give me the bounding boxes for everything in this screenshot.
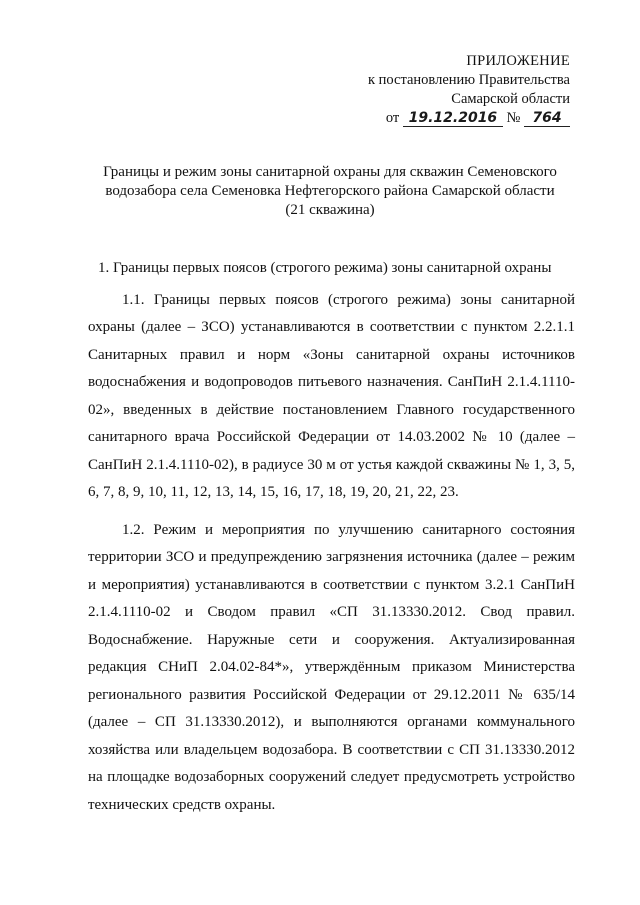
handwritten-number: 764 xyxy=(524,110,570,127)
appendix-date-number-line xyxy=(330,109,570,128)
paragraph-1-2: 1.2. Режим и мероприятия по улучшению санитарного состояния территории ЗСО и предупреждению загрязнения источника (далее – режим и мероприятия) устанавливаются в соответствии с пунктом 3.2.1 СанПиН 2.1.4.1110-02 и Сводом правил «СП 31.13330.2012. Свод правил. Водоснабжение. Наружные сети и сооружения. Актуализированная редакция СНиП 2.04.02-84*», утверждённым приказом Министерства регионального развития Российской Федерации от 29.12.2011 № 635/14 (далее – СП 31.13330.2012), и выполняются органами коммунального хозяйства или владельцем водозабора. В соответствии с СП 31.13330.2012 на площадке водозаборных сооружений следует предусмотреть устройство технических средств охраны. xyxy=(88,521,575,813)
appendix-heading: ПРИЛОЖЕНИЕ xyxy=(466,53,570,69)
document-title xyxy=(90,163,570,220)
from-label: от xyxy=(385,110,400,126)
handwritten-date: 19.12.2016 xyxy=(403,110,503,127)
document-body xyxy=(88,255,575,819)
section-1-heading: 1. Границы первых поясов (строгого режима) зоны санитарной охраны xyxy=(98,260,552,276)
paragraph-1-1: 1.1. Границы первых поясов (строгого режима) зоны санитарной охраны (далее – ЗСО) устанавливаются в соответствии с пунктом 2.2.1.1 Санитарных правил и норм «Зоны санитарной охраны источников водоснабжения и водопроводов питьевого назначения. СанПиН 2.1.4.1110-02», введенных в действие постановлением Главного государственного санитарного врача Российской Федерации от 14.03.2002 № 10 (далее – СанПиН 2.1.4.1110-02), в радиусе 30 м от устья каждой скважины № 1, 3, 5, 6, 7, 8, 9, 10, 11, 12, 13, 14, 15, 16, 17, 18, 19, 20, 21, 22, 23. xyxy=(88,291,575,500)
title-line-1: Границы и режим зоны санитарной охраны для скважин Семеновского xyxy=(103,164,557,180)
appendix-decree-line: к постановлению Правительства xyxy=(368,72,570,88)
appendix-region-line: Самарской области xyxy=(451,91,570,107)
number-label: № xyxy=(506,110,521,126)
title-line-3: (21 скважина) xyxy=(285,202,375,218)
appendix-header xyxy=(330,52,570,128)
title-line-2: водозабора села Семеновка Нефтегорского района Самарской области xyxy=(105,183,555,199)
